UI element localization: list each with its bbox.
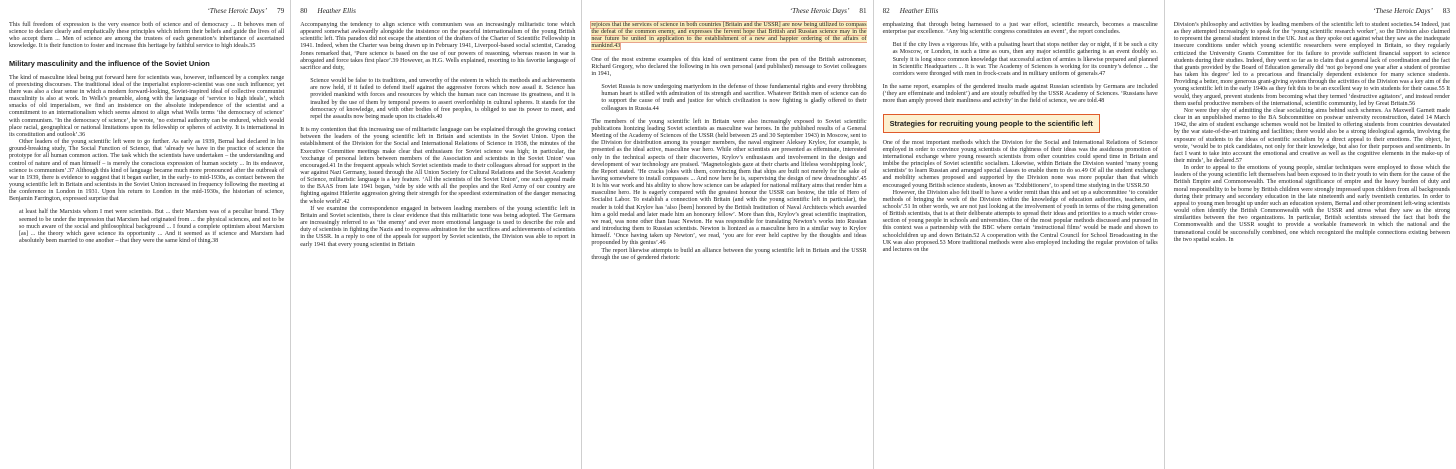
- page-81: [582, 0, 873, 469]
- block-quote: Science would be false to its traditions, and unworthy of the esteem in which its methods and achievements are now held, if it failed to defend itself against the aggressive forces which now assail it. Science has provided mankind with forces and resources by which the human race can increase its greatness, and it is insulted by the use of them by temporal powers to assert overlordship in cultural spheres. It stands for the democracy of knowledge, and with other bodies of free peoples, is obliged to use its power to meet, and repel the assaults now being made upon its citadels.40: [310, 78, 576, 120]
- page-83: [1165, 0, 1456, 469]
- paragraph: The members of the young scientific left in Britain were also increasingly exposed to Soviet scientific publications lionizing leading Soviet scientists as masculine war heroes. In the published results of a General Meeting of the Academy of Sciences of the USSR (held between 25 and 30 September 1943) in Moscow, sent to the Division for distribution among its younger members, the naval engineer Aleksey Krylov, for example, is presented as the ideal active, masculine war hero. While other scientists are presented as effeminate, interested only in the technical aspects of their discoveries, Krylov’s enthusiasm and involvement in the design and development of war technology are praised. ‘Magnetologists gaze at their charts and lifeless worshipping look’, the Report stated. ‘He cracks jokes with them, convincing them that ships are built not merely for the sake of having somewhere to install compasses ... And now here he is, supervising the design of new dreadnoughts’.45 It is his war work and his ability to show how science can be adapted for national military aims that render him a masculine hero. He is eagerly compared with the greatest honour the USSR can bestow, the title of Hero of Socialist Labor. To establish a connection with Britain (and with the young scientific left in particular), the reader is told that Krylov has ‘also [been] honored by the British Institution of Naval Architects which awarded him a gold medal and later made him an honorary fellow’. More than this, Krylov’s great scientific inspiration, we read, was none other than Isaac Newton. He was responsible for translating Newton’s works into Russian and introducing them to Russian scientists. Newton is lionized as a masculine hero in a similar way to Krylov himself. ‘Once having taken up Newton’, we read, ‘you are for ever held captive by the thoughts and ideas propounded by this genius’.46: [591, 118, 867, 247]
- page-number: 81: [859, 7, 867, 15]
- page-body: [883, 22, 1158, 254]
- paragraph: The kind of masculine ideal being put forward here for scientists was, however, influenced by a complex range of preexisting discourses. The traditional ideal of the imperialist explorer-scientist was one such influence; yet there was also a clear sense in which a modern forward-looking, Soviet-inspired ideal of collective communist masculinity is also at work. In Wells’s preamble, along with the language of ‘service to high ideals’, which smacks of old imperialism, we find an insistence on the absolute independence of the scientist and a commitment to an internationalism which seems almost to align what Wells terms ‘the democracy of science’ with communism. ‘In the democracy of science’, he wrote, ‘no external authority can be endured, which would place racial, geographical or national limitations upon its fellowship or spheres of activity. It is international in its constitution and outlook’.36: [9, 74, 285, 138]
- paragraph: Division’s philosophy and activities by leading members of the scientific left to student societies.54 Indeed, just as they attempted increasingly to speak for the ‘young scientific research worker’, so the Division also claimed to represent the general student interest in the UK. Just as they spoke out against what they saw as the inadequate insecure conditions under which young scientific researchers were employed in Britain, so they regularly criticized the University Grants Committee for its failure to provide sufficient financial support to science students during their studies. Indeed, they went so far as to claim that a general lack of coordination and the fact that grants provided by the Board of Education generally did ‘not go beyond one year after a student of promise has taken his degree’ led to a precarious and financially dependent existence for many science students. Providing a better, more generous grant-giving system through the activities of the Division was a key aim of the young scientific left in the early 1940s as they felt this to be an excellent way to win students for their cause.55 It would, they argued, prevent students from becoming what they termed ‘destructive agitators’, and instead render them useful productive members of the international, scientific community, led by Great Britain.56: [1173, 22, 1450, 107]
- page-82: [874, 0, 1165, 469]
- highlighted-paragraph: [591, 22, 866, 51]
- block-quote: But if the city lives a vigorous life, with a pulsating heart that stops neither day or night, if it be such a city as Moscow, or London, in such a time as ours, then any major scientific gathering is an event doubly so. Surely it is long since common knowledge that successful action of armies is likewise prepared and planned in Scientific Headquarters ... It is war. The Academy of Sciences is working for its country’s defence ... the corridors were thronged with men in frock-coats and in military uniform of generals.47: [892, 42, 1158, 77]
- paragraph: One of the most important methods which the Division for the Social and International Relations of Science employed in order to convince young scientists of the rightness of their ideas was the assiduous promotion of international exchange where young research scientists from other countries could spend time in Britain and imbibe the principles of Soviet scientific socialism. Likewise, within Britain the Division wanted ‘many young scientists’ to learn Russian and arranged special classes to enable them to do so.49 Of all the student exchange and mobility schemes proposed and supported by the Division none was more popular than that which encouraged young British science students, known as ‘Exhibitioners’, to spend time studying in the USSR.50: [882, 139, 1158, 189]
- paragraph: emphasizing that through being harnessed to a just war effort, scientific research, becomes a masculine enterprise par excellence. ‘Any big scientific congress constitutes an event’, the report concludes.: [882, 22, 1158, 36]
- running-title: ‘These Heroic Days’: [207, 7, 267, 15]
- paragraph: This full freedom of expression is the very essence both of science and of democracy ... It behoves men of science to declare clearly and emphatically these principles which inform their beliefs and guide the lives of all who accept them ... Men of science are among the trustees of each generation’s inheritance of ascertained knowledge. It is their function to foster and increase this heritage by faithful service to high ideals.35: [9, 22, 285, 50]
- running-header: [300, 4, 575, 18]
- paragraph: However, the Division also felt itself to have a wider remit than this and set up a subcommittee ‘to consider methods of bringing the work of the Division within the knowledge of education authorities, teachers, and schools’.51 In other words, we are not just looking at the involvement of youth in terms of the rising generation of British scientists, that is at their deliberate attempts to spread their ideas and priorities to a much wider cross-section of young people in schools and universities. One of the most popular methods discussed and pursued in this context was a partnership with the BBC where certain ‘instructional films’ would be made and shown to schoolchildren up and down Britain.52 A cooperation with the Central Council for School Broadcasting in the UK was also proposed.53 More traditional methods were also employed including the regular provision of talks and lectures on the: [882, 189, 1158, 253]
- paragraph: Other leaders of the young scientific left were to go further. As early as 1939, Bernal had declared in his ground-breaking study, The Social Function of Science, that ‘already we have in the practice of science the prototype for all human common action. The task which the scientists have undertaken – the understanding and control of nature and of man himself – is merely the conscious expression of human society ... In its endeavor, science is communism’.37 Although this kind of language became much more pronounced after the outbreak of war in 1939, there is evidence to suggest that it began earlier, in the early- to mid-1930s, as contact between the young scientific left in Britain and scientists in the Soviet Union increased in frequency following the meeting at the conference in London in 1931. Upon his return to London in the mid-1930s, the historian of science, Benjamin Farrington, expressed surprise that: [9, 139, 285, 203]
- paragraph: Nor were they shy of admitting the clear socializing aims behind such schemes. As Maxwell Garnett made clear in an unpublished memo to the BA Subcommittee on postwar university reconstruction, dated 14 March 1942, the aim of student exchange schemes would not be limited to offering students from countries devastated by the war state-of-the-art training and facilities; there would also be a strong ideological agenda, involving the exposure of students to the ideas of scientific socialism by a direct appeal to their emotions. The object, he wrote, ‘would be to pick candidates, not only for their knowledge, but also for their purposes and sentiments. In fact I want to take into account the emotional and creative as well as the cognitive elements in the make-up of their minds’, he declared.57: [1173, 107, 1450, 164]
- page-body: [1174, 22, 1450, 244]
- paragraph: The report likewise attempts to build an alliance between the young scientific left in Britain and the USSR through the use of gendered rhetoric: [591, 247, 867, 261]
- page-body: [300, 22, 575, 249]
- block-quote: at least half the Marxists whom I met were scientists. But ... their Marxism was of a peculiar brand. They seemed to be under the impression that Marxism had originated from ... the physical sciences, and not to be so much aware of the social and philosophical background ... I found a complete optimism about Marxism [as] ... the theory which gave science its opportunity ... And it seemed as if science and Marxism had absolutely been married to one another – that they were the same kind of thing.38: [19, 209, 285, 245]
- paragraph: In the same report, examples of the gendered insults made against Russian scientists by Germans are included (‘they are effeminate and indolent’) and are stoutly rebuffed by the USSR Academy of Sciences. ‘Russians have more than amply proved their manliness and activity’ in the field of science, we are told.48: [882, 84, 1158, 105]
- running-header: [9, 4, 284, 18]
- running-title: Heather Ellis: [317, 7, 356, 15]
- section-heading: Military masculinity and the influence of the Soviet Union: [9, 58, 210, 68]
- paragraph: It is my contention that this increasing use of militaristic language can be explained through the growing contact between the leaders of the young scientific left in Britain and scientists in the Soviet Union. Upon the establishment of the Division for the Social and International Relations of Science in 1938, the minutes of the Executive Committee meetings make clear that enthusiasm for Soviet science was high; in particular, the ‘exchange of personal letters between members of the Association and scientists in the Soviet Union’ was encouraged.41 In the frequent appeals which Soviet scientists made to their colleagues abroad for support in the war against Nazi Germany, issued through the All Union Society for Cultural Relations and the Soviet Academy of Science, militaristic language is a key feature. ‘All the scientists of the Soviet Union’, one such appeal made to the BAAS from late 1941 began, ‘side by side with all the peoples and the Red Army of our country are fighting against Hitlerite aggression giving their strength for the speediest extermination of the danger menacing the whole world’.42: [300, 127, 576, 205]
- running-title: ‘These Heroic Days’: [789, 7, 850, 15]
- running-header: [1174, 4, 1450, 18]
- page-number: 80: [300, 7, 308, 15]
- page-body: [9, 22, 284, 245]
- page-number: 82: [882, 7, 890, 15]
- running-header: [883, 4, 1158, 18]
- page-number: 79: [277, 7, 285, 15]
- running-title: Heather Ellis: [899, 7, 939, 15]
- page-number: 83: [1442, 7, 1450, 15]
- block-quote: Soviet Russia is now undergoing martyrdom in the defense of those fundamental rights and every throbbing human heart is stilled with admiration of its strength and sacrifice. Whatever British men of science can do to support the cause of truth and justice for which civilization is now fighting is gladly offered to their colleagues in Russia.44: [601, 84, 867, 112]
- paragraph: One of the most extreme examples of this kind of sentiment came from the pen of the British astronomer, Richard Gregory, who declared the following in his own personal (and published) message to Soviet colleagues in 1941,: [591, 56, 867, 77]
- paragraph: If we examine the correspondence engaged in between leading members of the young scientific left in Britain and Soviet scientists, there is clear evidence that this militaristic tone was being adopted. The Germans are increasingly referred to as ‘the enemy’ and ever more emotional language is used to describe the role and duty of scientists in fighting the Nazis and to express admiration for the sacrifices and achievements of scientists in the USSR. In a reply to one of the appeals for support by Soviet scientists, the Division was able to report in early 1941 that every young scientist in Britain: [300, 205, 576, 248]
- highlighted-section-heading: Strategies for recruiting young people to the scientific left: [883, 114, 1100, 133]
- paragraph: In order to appeal to the emotions of young people, similar techniques were employed to those which the leaders of the young scientific left themselves had been exposed to in their youth to win them for the cause of the British Empire and Commonwealth. The emotional significance of empire and the heavy burden of duty and moral responsibility to be borne by British children were strongly impressed upon children from all backgrounds during their primary and secondary education in the late nineteenth and early twentieth centuries. In order to appeal to young men brought up under such an education system, Bernal and other prominent left-wing scientists would often identify the British Commonwealth with the USSR and stress what they saw as the strong similarities between the two organizations. In particular, British scientists stressed the fact that both the Commonwealth and the USSR sought to provide a workable framework in which the national and the transnational could be successfully combined, one which recognized the multiple connections existing between the two spatial scales. In: [1173, 165, 1450, 243]
- highlighted-text: rejoices that the services of science in both countries [Britain and the USSR] are now being utilized to compass the defeat of the common enemy, and expresses the fervent hope that British and Russian science may in the near future be united in application to the establishment of a new and happier ordering of the affairs of mankind.43: [591, 22, 867, 50]
- page-body: [591, 22, 866, 262]
- running-header: [591, 4, 866, 18]
- page-79: [0, 0, 291, 469]
- paragraph: Accompanying the tendency to align science with communism was an increasingly militaristic tone which appeared somewhat awkwardly alongside the insistence on the peaceful internationalism of the young British scientific left. This paradox did not escape the attention of the drafters of the Charter of Scientific Fellowship in 1941. Indeed, when the Charter was being drawn up in February 1941, Liverpool-based social scientist, Caradog Jones remarked that, ‘Pure science is based on the use of our powers of reasoning, whereas reason in war is abrogated and force takes first place’.39 However, as H.G. Wells explained, resorting to his favorite language of sacrifice and duty,: [300, 22, 576, 71]
- page-80: [291, 0, 582, 469]
- running-title: ‘These Heroic Days’: [1373, 7, 1433, 15]
